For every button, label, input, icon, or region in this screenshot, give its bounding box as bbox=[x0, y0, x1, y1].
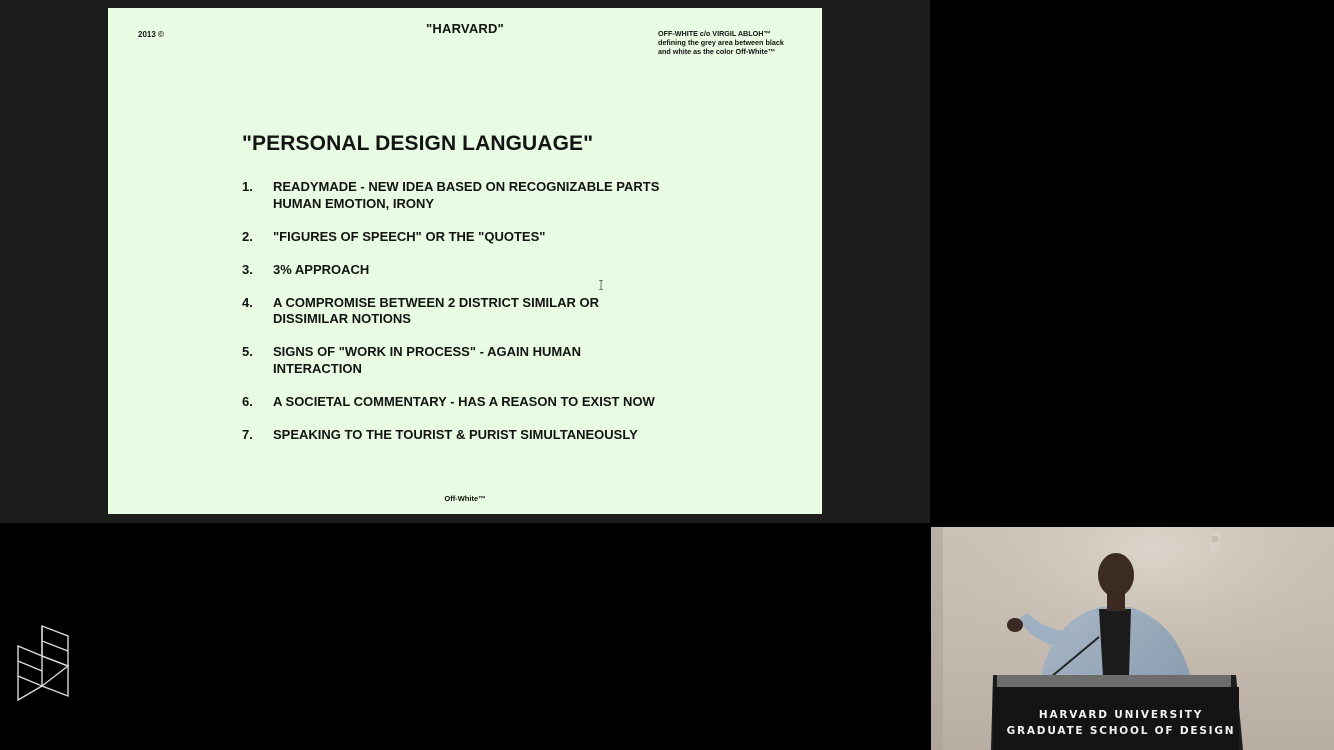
tagline-line: OFF-WHITE c/o VIRGIL ABLOH™ bbox=[658, 29, 771, 38]
list-item bbox=[242, 229, 762, 246]
list-item-line: HUMAN EMOTION, IRONY bbox=[273, 195, 435, 211]
slide-tagline bbox=[658, 29, 818, 56]
presentation-slide bbox=[108, 8, 822, 514]
gsd-logo-icon bbox=[14, 622, 74, 706]
list-item-number: 5. bbox=[242, 344, 253, 359]
list-item bbox=[242, 179, 762, 212]
slide-header-title: "HARVARD" bbox=[426, 21, 504, 36]
list-item bbox=[242, 295, 762, 328]
list-item-line: DISSIMILAR NOTIONS bbox=[273, 311, 411, 326]
slide-corner-year: 2013 © bbox=[138, 30, 164, 39]
text-cursor-icon bbox=[599, 280, 603, 290]
list-item-number: 4. bbox=[242, 294, 253, 310]
list-item-text bbox=[273, 427, 762, 444]
list-item-line: SIGNS OF "WORK IN PROCESS" - AGAIN HUMAN bbox=[273, 344, 581, 359]
list-item-number: 2. bbox=[242, 228, 253, 244]
list-item-line: INTERACTION bbox=[273, 360, 362, 376]
list-item-number: 6. bbox=[242, 393, 253, 409]
speaker-video bbox=[931, 527, 1334, 750]
lectern-label-line: GRADUATE SCHOOL OF DESIGN bbox=[1006, 725, 1236, 737]
list-item-text bbox=[273, 262, 762, 279]
list-item-number: 3. bbox=[242, 261, 253, 277]
design-points-list bbox=[242, 179, 762, 460]
list-item-line: "FIGURES OF SPEECH" OR THE "QUOTES" bbox=[273, 228, 546, 244]
list-item-text bbox=[273, 295, 762, 328]
list-item-number: 7. bbox=[242, 426, 253, 442]
lectern-label-line: HARVARD UNIVERSITY bbox=[1038, 709, 1204, 721]
list-item bbox=[242, 394, 762, 411]
list-item bbox=[242, 262, 762, 279]
lectern-label bbox=[1001, 707, 1241, 739]
list-item-line: A COMPROMISE BETWEEN 2 DISTRICT SIMILAR OR bbox=[273, 294, 599, 310]
list-item-line: READYMADE - NEW IDEA BASED ON RECOGNIZABLE PARTS bbox=[273, 179, 660, 194]
list-item-text bbox=[273, 229, 762, 246]
tagline-line: defining the grey area between black bbox=[658, 38, 784, 47]
list-item-line: A SOCIETAL COMMENTARY - HAS A REASON TO EXIST NOW bbox=[273, 393, 655, 409]
list-item-text bbox=[273, 394, 762, 411]
list-item bbox=[242, 427, 762, 444]
list-item-line: 3% APPROACH bbox=[273, 261, 370, 277]
list-item-text bbox=[273, 344, 762, 377]
tagline-line: and white as the color Off-White™ bbox=[658, 47, 776, 56]
list-item-text bbox=[273, 179, 762, 212]
list-item bbox=[242, 344, 762, 377]
slide-footer-brand: Off-White™ bbox=[444, 494, 486, 503]
list-item-line: SPEAKING TO THE TOURIST & PURIST SIMULTANEOUSLY bbox=[273, 426, 638, 442]
slide-heading: "PERSONAL DESIGN LANGUAGE" bbox=[242, 132, 594, 155]
list-item-number: 1. bbox=[242, 179, 253, 194]
slide-panel bbox=[0, 0, 930, 523]
